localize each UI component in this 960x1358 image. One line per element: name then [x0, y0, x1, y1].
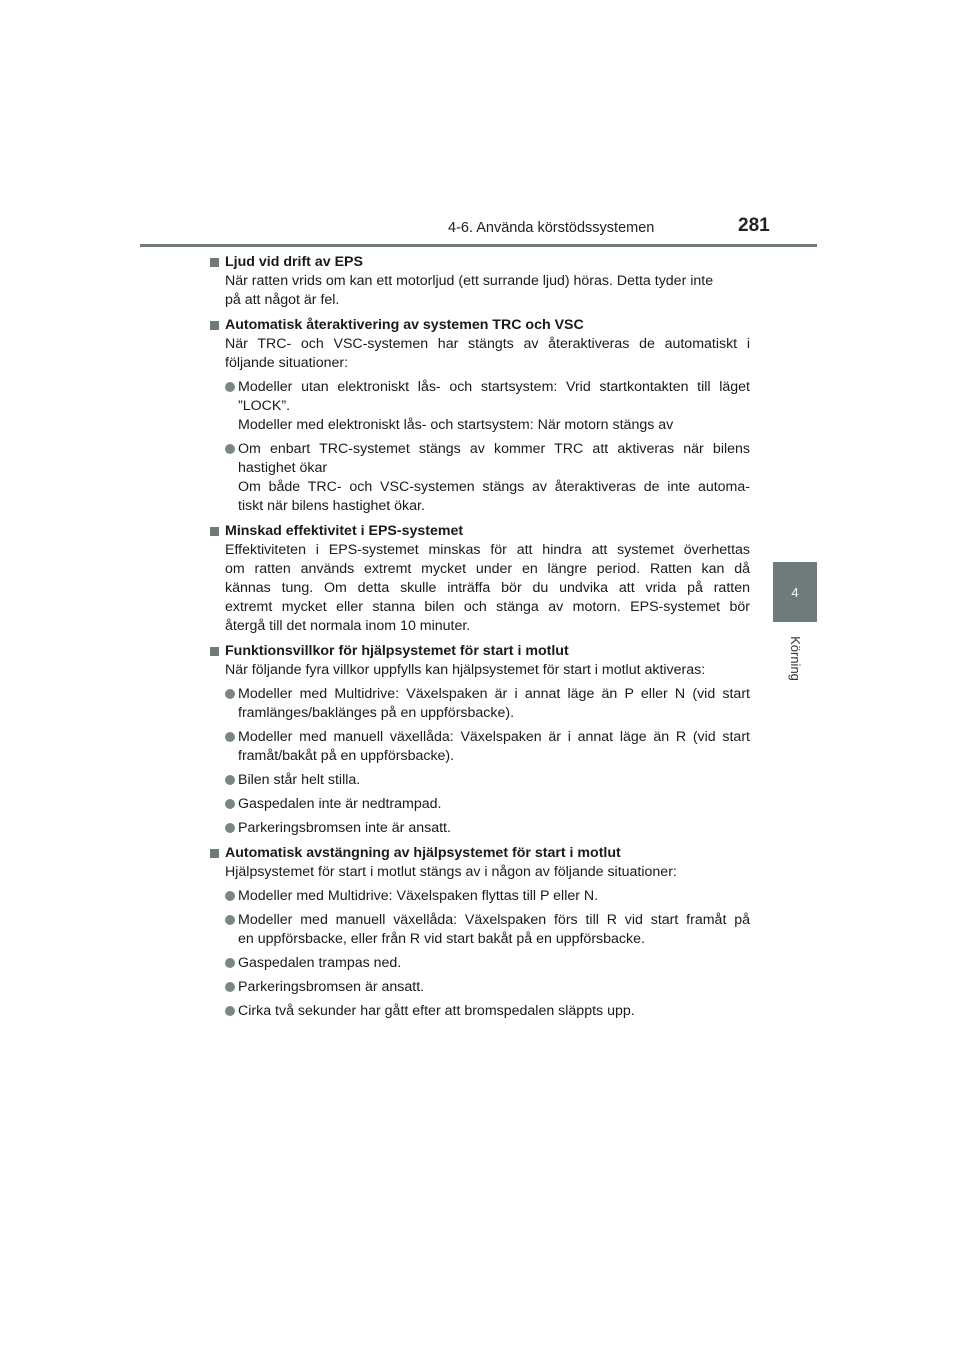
text-line: hastighet ökar	[238, 460, 328, 476]
section-heading	[210, 844, 750, 863]
text-line: Modeller utan elektroniskt lås- och startsystem: Vrid startkontakten till läget	[238, 379, 750, 395]
square-marker-icon	[210, 527, 219, 536]
section-title: Funktionsvillkor för hjälpsystemet för start i motlut	[225, 643, 569, 659]
bullet-dot-icon	[225, 775, 235, 785]
text-line: När TRC- och VSC-systemen har stängts av återaktiveras de automatiskt i	[225, 336, 750, 352]
bullet-item	[210, 887, 750, 906]
chapter-tab	[773, 562, 817, 622]
text-line: Hjälpsystemet för start i motlut stängs av i någon av följande situationer:	[225, 864, 677, 880]
bullet-item	[210, 378, 750, 435]
text-line: Parkeringsbromsen inte är ansatt.	[238, 820, 451, 836]
text-line: följande situationer:	[225, 355, 349, 371]
square-marker-icon	[210, 321, 219, 330]
bullet-dot-icon	[225, 982, 235, 992]
square-marker-icon	[210, 849, 219, 858]
square-marker-icon	[210, 258, 219, 267]
section-title: Automatisk avstängning av hjälpsystemet för start i motlut	[225, 845, 621, 861]
chapter-label: Körning	[787, 635, 803, 681]
text-line: Modeller med manuell växellåda: Växelspaken förs till R vid start framåt på	[238, 912, 750, 928]
header-divider	[140, 244, 817, 247]
bullet-item	[210, 1002, 750, 1021]
bullet-dot-icon	[225, 958, 235, 968]
section-title: Ljud vid drift av EPS	[225, 254, 363, 270]
text-line: kännas tung. Om detta skulle inträffa bör du undvika att vrida på ratten	[225, 580, 750, 596]
bullet-dot-icon	[225, 732, 235, 742]
section-heading	[210, 316, 750, 335]
section-title: Automatisk återaktivering av systemen TRC och VSC	[225, 317, 584, 333]
bullet-item	[210, 911, 750, 949]
bullet-item	[210, 440, 750, 516]
section-title: Minskad effektivitet i EPS-systemet	[225, 523, 464, 539]
text-line: Om enbart TRC-systemet stängs av kommer TRC att aktiveras när bilens	[238, 441, 750, 457]
bullet-dot-icon	[225, 799, 235, 809]
bullet-dot-icon	[225, 915, 235, 925]
bullet-item	[210, 978, 750, 997]
text-line: Bilen står helt stilla.	[238, 772, 361, 788]
text-line: När ratten vrids om kan ett motorljud (ett surrande ljud) höras. Detta tyder inte	[225, 273, 714, 289]
bullet-item	[210, 728, 750, 766]
bullet-dot-icon	[225, 891, 235, 901]
bullet-item	[210, 771, 750, 790]
paragraph	[210, 661, 750, 680]
paragraph	[210, 541, 750, 636]
bullet-item	[210, 819, 750, 838]
paragraph	[210, 272, 750, 310]
text-line: återgå till det normala inom 10 minuter.	[225, 618, 471, 634]
square-marker-icon	[210, 647, 219, 656]
chapter-label-box	[773, 628, 817, 688]
bullet-item	[210, 795, 750, 814]
section-heading	[210, 253, 750, 272]
bullet-dot-icon	[225, 382, 235, 392]
bullet-dot-icon	[225, 444, 235, 454]
paragraph	[210, 335, 750, 373]
text-line: Modeller med manuell växellåda: Växelspaken är i annat läge än R (vid start	[238, 729, 750, 745]
text-line: Gaspedalen inte är nedtrampad.	[238, 796, 442, 812]
section-header: 4-6. Använda körstödssystemen	[448, 220, 655, 236]
text-line: en uppförsbacke, eller från R vid start bakåt på en uppförsbacke.	[238, 931, 645, 947]
paragraph	[210, 863, 750, 882]
bullet-item	[210, 954, 750, 973]
bullet-item	[210, 685, 750, 723]
text-line: Om både TRC- och VSC-systemen stängs av återaktiveras de inte automa-	[238, 479, 750, 495]
bullet-dot-icon	[225, 689, 235, 699]
bullet-dot-icon	[225, 823, 235, 833]
bullet-dot-icon	[225, 1006, 235, 1016]
text-line: om ratten används extremt mycket under en längre period. Ratten kan då	[225, 561, 750, 577]
text-line: Cirka två sekunder har gått efter att bromspedalen släppts upp.	[238, 1003, 635, 1019]
text-line: Modeller med Multidrive: Växelspaken flyttas till P eller N.	[238, 888, 599, 904]
main-content	[210, 253, 750, 1021]
chapter-number: 4	[791, 584, 799, 600]
text-line: Parkeringsbromsen är ansatt.	[238, 979, 425, 995]
text-line: Effektiviteten i EPS-systemet minskas för att hindra att systemet överhettas	[225, 542, 750, 558]
text-line: Gaspedalen trampas ned.	[238, 955, 402, 971]
text-line: tiskt när bilens hastighet ökar.	[238, 498, 425, 514]
text-line: ”LOCK”.	[238, 398, 291, 414]
text-line: Modeller med Multidrive: Växelspaken är i annat läge än P eller N (vid start	[238, 686, 750, 702]
text-line: extremt mycket eller stanna bilen och stänga av motorn. EPS-systemet bör	[225, 599, 750, 615]
page-number: 281	[738, 215, 770, 236]
text-line: framlänges/baklänges på en uppförsbacke).	[238, 705, 515, 721]
section-heading	[210, 642, 750, 661]
section-heading	[210, 522, 750, 541]
text-line: framåt/bakåt på en uppförsbacke).	[238, 748, 455, 764]
text-line: på att något är fel.	[225, 292, 340, 308]
text-line: När följande fyra villkor uppfylls kan hjälpsystemet för start i motlut aktiveras:	[225, 662, 706, 678]
text-line: Modeller med elektroniskt lås- och startsystem: När motorn stängs av	[238, 417, 674, 433]
